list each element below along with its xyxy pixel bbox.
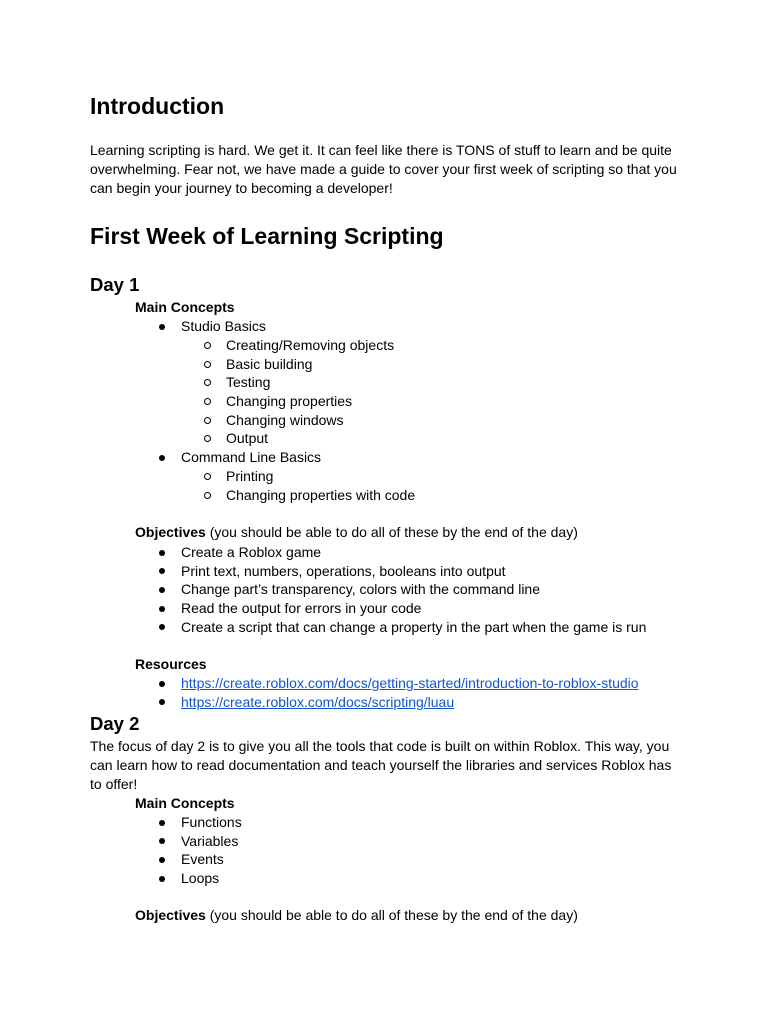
day1-heading: Day 1 [90, 274, 140, 295]
list-item-label: Command Line Basics [181, 449, 322, 465]
intro-paragraph: Learning scripting is hard. We get it. It can feel like there is TONS of stuff to learn and be quite overwhelming. Fear not, we have made a guide to cover your first week of scripting so that you can begin your journey to becoming a developer! [90, 142, 677, 196]
list-item [158, 448, 321, 467]
day2-concepts-list [158, 813, 242, 888]
bullet-circle-icon [204, 379, 211, 386]
list-item [158, 813, 242, 832]
list-item-label: Output [226, 430, 269, 447]
list-item-label: Loops [181, 870, 220, 887]
list-item-label: Variables [181, 832, 239, 849]
day2-objectives-note: (you should be able to do all of these by the end of the day) [205, 907, 578, 923]
list-item-label: Create a Roblox game [181, 544, 322, 560]
day1-objectives-label [135, 523, 578, 542]
bullet-disc-icon [159, 624, 165, 630]
bullet-circle-icon [204, 398, 211, 405]
list-item-label: Basic building [226, 355, 313, 372]
list-item-label: Testing [226, 374, 271, 391]
day2-main-concepts-label [135, 794, 235, 813]
list-item [158, 543, 646, 562]
list-item [203, 429, 394, 448]
resource-link[interactable]: https://create.roblox.com/docs/getting-started/introduction-to-roblox-studio [181, 675, 639, 691]
section-heading: First Week of Learning Scripting [90, 223, 444, 249]
list-item [158, 693, 639, 712]
list-item [203, 373, 394, 392]
bullet-disc-icon [159, 876, 165, 882]
list-item-label: Changing windows [226, 411, 344, 428]
day1-command-line-sublist [203, 467, 415, 504]
list-item [158, 850, 242, 869]
bullet-disc-icon [159, 455, 165, 461]
list-item [203, 355, 394, 374]
bullet-circle-icon [204, 361, 211, 368]
list-item-label: Functions [181, 814, 242, 830]
bullet-circle-icon [204, 473, 211, 480]
day1-resources-label [135, 655, 207, 674]
day1-objectives-list [158, 543, 646, 636]
bullet-circle-icon [204, 435, 211, 442]
day1-resources-list [158, 674, 639, 711]
list-item-label: Printing [226, 468, 274, 484]
bullet-disc-icon [159, 857, 165, 863]
list-item-label: Create a script that can change a property in the part when the game is run [181, 618, 647, 635]
bullet-circle-icon [204, 342, 211, 349]
list-item-label: Studio Basics [181, 318, 266, 334]
list-item-label: Change part’s transparency, colors with the command line [181, 581, 540, 598]
intro-heading: Introduction [90, 93, 225, 119]
day1-main-concepts-label [135, 298, 235, 317]
day1-concepts-list [158, 317, 266, 336]
list-item-label: Creating/Removing objects [226, 337, 395, 353]
list-item [158, 599, 646, 618]
list-item [158, 832, 242, 851]
day1-resources-label-text: Resources [135, 656, 207, 672]
bullet-disc-icon [159, 606, 165, 612]
list-item [158, 869, 242, 888]
bullet-disc-icon [159, 568, 165, 574]
bullet-disc-icon [159, 324, 165, 330]
bullet-circle-icon [204, 492, 211, 499]
day2-objectives-label [135, 906, 578, 925]
list-item-label: Changing properties with code [226, 486, 416, 503]
list-item-label: Events [181, 851, 224, 868]
day2-objectives-label-text: Objectives [135, 907, 206, 923]
day1-studio-basics-sublist [203, 336, 394, 448]
bullet-disc-icon [159, 587, 165, 593]
day1-objectives-note: (you should be able to do all of these by the end of the day) [205, 524, 578, 540]
list-item [158, 562, 646, 581]
list-item-label: Read the output for errors in your code [181, 600, 422, 617]
list-item [158, 580, 646, 599]
list-item [203, 392, 394, 411]
list-item [203, 411, 394, 430]
list-item-label: Changing properties [226, 393, 353, 410]
day1-concepts-list-continued [158, 448, 321, 467]
list-item-label: Print text, numbers, operations, booleans into output [181, 562, 506, 579]
day1-objectives-label-text: Objectives [135, 524, 206, 540]
bullet-circle-icon [204, 417, 211, 424]
day2-main-concepts-label-text: Main Concepts [135, 795, 235, 811]
list-item [158, 317, 266, 336]
bullet-disc-icon [159, 820, 165, 826]
list-item [203, 467, 415, 486]
day2-heading: Day 2 [90, 713, 140, 734]
day2-paragraph: The focus of day 2 is to give you all the tools that code is built on within Roblox. This way, you can learn how to read documentation and teach yourself the libraries and services Roblox has to offer! [90, 738, 672, 792]
list-item [203, 486, 415, 505]
bullet-disc-icon [159, 681, 165, 687]
bullet-disc-icon [159, 699, 165, 705]
list-item [158, 618, 646, 637]
resource-link[interactable]: https://create.roblox.com/docs/scripting/luau [181, 693, 455, 710]
list-item [158, 674, 639, 693]
bullet-disc-icon [159, 550, 165, 556]
day1-main-concepts-label-text: Main Concepts [135, 299, 235, 315]
list-item [203, 336, 394, 355]
bullet-disc-icon [159, 838, 165, 844]
